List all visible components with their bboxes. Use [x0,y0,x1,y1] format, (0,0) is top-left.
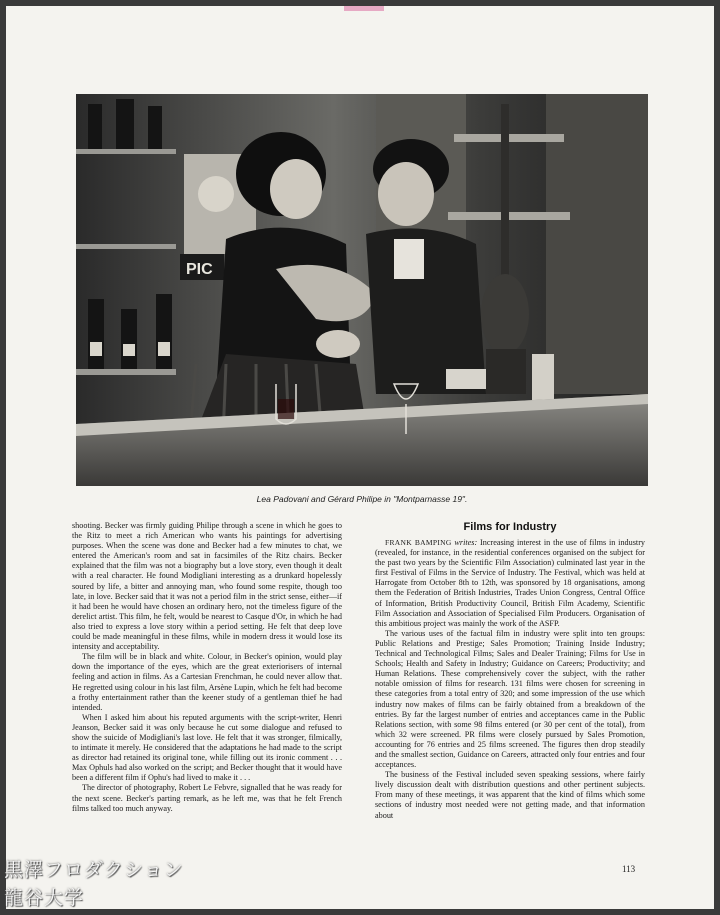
magazine-page [6,6,714,909]
left-paragraph-2: The film will be in black and white. Colour, in Becker's opinion, would play down the importance of the eyes, which are the great exteriorisers of internal feeling and action in films. As a Cartesian Frenchman, he could never allow that. He regretted using colour in his last film, Arsène Lupin, which he felt had become a frothy entertainment rather than the keener study of a gentleman thief he had intended. [72,652,342,712]
left-column [72,521,342,814]
right-column [375,538,645,821]
page-tab-marker [344,6,384,11]
right-paragraph-2: The various uses of the factual film in industry were split into ten groups: Public Relations and Prestige; Sales Promotion; Training Inside Industry; Technical and Technological Films; Sales and Dealer Training; Films for Use in Schools; Health and Safety in Industry; Guidance on Careers; Productivity; and Human Relations. These comprehensively cover the subject, with the rather notable omission of films for research. 131 films were chosen for screening in these categories from a total entry of 320; and some impression of the use which industry now makes of films can be fairly obtained from a breakdown of the entries. By far the largest number of entries and acceptances came in the Public Relations section, with some 98 films entered (or 30 per cent of the total), from which 32 were screened. PR films were closely pursued by Sales Promotion, accounting for 76 entries and 25 films screened. The figures then drop steadily and the smallest section, Guidance on Careers, attracted only four entries and four acceptances. [375,628,645,770]
right-paragraph-1-text: Increasing interest in the use of films in industry (revealed, for instance, in the residential conferences organised on the subject for the past two years by the Scientific Film Association) culminated last year in the first Festival of Films in the Service of Industry. The Festival, which was held at Harrogate from October 8th to 12th, was sponsored by 18 organisations, among them the Federation of British Industries, Trades Union Congress, Central Office of Information, British Productivity Council, British Film Academy, Scientific Film Association and Association of Specialised Film Producers. Organisation of this ambitious project was mainly the work of the ASFP. [375,538,646,628]
film-still-illustration [76,94,648,486]
photo-caption: Lea Padovani and Gérard Philipe in "Montparnasse 19". [256,494,468,504]
byline-verb: writes: [454,538,478,547]
article-heading: Films for Industry [463,521,557,533]
film-still-photo [76,94,648,486]
page-number: 113 [622,864,636,874]
poster-sign-text: PIC [186,261,213,278]
archive-watermark [4,856,184,912]
right-paragraph-3: The business of the Festival included seven speaking sessions, where fairly lively discussion dealt with distribution questions and other pertinent subjects. From many of these meetings, it was apparent that the kind of films which some sections of industry most needed were not getting made, and that information about [375,770,645,820]
watermark-line-1: 黒澤フロダクション [4,859,184,881]
left-paragraph-4: The director of photography, Robert Le Febvre, signalled that he was ready for the next scene. Becker's parting remark, as he left me, was that he felt French films talked too much anyway. [72,783,342,813]
left-paragraph-1: shooting. Becker was firmly guiding Philipe through a scene in which he goes to the Ritz to meet a rich American who wants his paintings for advertising purposes. When the scene was done and Becker had a few minutes to chat, we entered the American's room and sat in facsimiles of the Ritz chairs. Becker explained that the film was not a biography but a love story, even though it dealt with a real character. He found Modigliani interesting as a drunkard hopelessly soured by life, a bitter and annoying man, who found some respite, though too late, in love. Becker said that it was not a period film in the strict sense, either—if it had been he would have chosen an ordinary hero, not the timeless figure of the derelict artist. This film, he felt, would be nearest to Casque d'Or, in which he had also tried to express a love story within a period setting. He felt that deep love could be made meaningful in these films, while in modern dress it would lose its intensity and acceptability. [72,521,342,652]
right-paragraph-1 [375,538,645,629]
left-paragraph-3: When I asked him about his reputed arguments with the script-writer, Henri Jeanson, Becker said it was only because he cut some dialogue and refused to show the suicide of Modigliani's last love. He felt that it was stronger, filmically, to intimate it merely. He considered that the adaptations he had made to the script as director had retained its original tone, while filling out its ironic comment . . . Max Ophuls had also worked on the script; and Becker thought that it would have been a different film if Ophu's had lived to make it . . . [72,712,342,783]
byline-name: FRANK BAMPING [385,538,452,547]
watermark-line-2: 龍谷大学 [4,887,85,909]
